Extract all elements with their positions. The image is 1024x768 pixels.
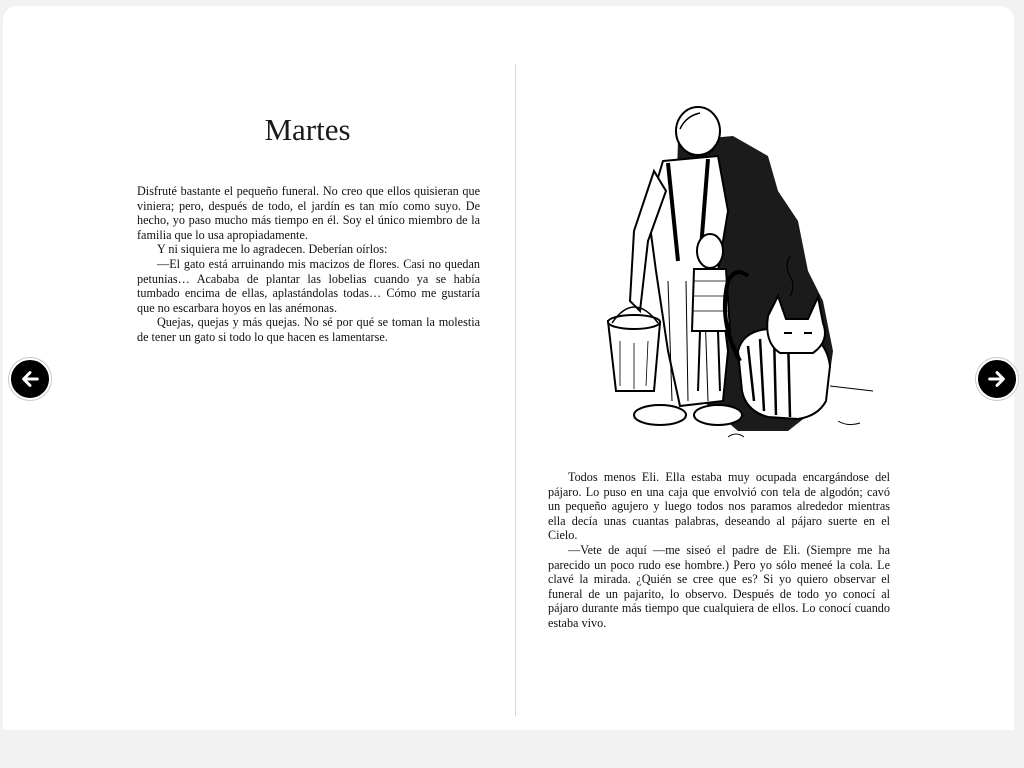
paragraph: —El gato está arruinando mis macizos de flores. Casi no quedan petunias… Acababa de plantar las lobelias cuando ya se había tumbado encima de ellas, aplastándolas todas… Cómo me gustaría que no escarbara hoyos en las anémonas. [137, 256, 480, 315]
paragraph: Disfruté bastante el pequeño funeral. No creo que ellos quisieran que viniera; pero, después de todo, el jardín es tan mío como suyo. De hecho, yo paso mucho más tiempo en él. Soy el único miembro de la familia que lo usa apropiadamente. [137, 184, 480, 242]
left-page-text [137, 184, 480, 345]
right-page-text [548, 470, 890, 631]
paragraph: Y ni siquiera me lo agradecen. Deberían oírlos: [157, 242, 388, 257]
next-page-button[interactable] [976, 358, 1018, 400]
arrow-right-icon [986, 368, 1008, 390]
man-girl-cat-illustration [568, 101, 878, 451]
paragraph: Todos menos Eli. Ella estaba muy ocupada encargándose del pájaro. Lo puso en una caja que envolvió con tela de algodón; cavó un pequeño agujero y luego todos nos paramos alrededor mientras ella decía unas cuantas palabras, deseando al pájaro suerte en el Cielo. [548, 470, 890, 543]
paragraph: Quejas, quejas y más quejas. No sé por qué se toman la molestia de tener un gato si todo lo que hacen es lamentarse. [137, 315, 480, 344]
book-spread [3, 6, 1014, 730]
chapter-title: Martes [264, 112, 351, 147]
left-page [3, 6, 512, 730]
arrow-left-icon [19, 368, 41, 390]
paragraph: —Vete de aquí —me siseó el padre de Eli. (Siempre me ha parecido un poco rudo ese hombre.) Pero yo sólo meneé la cola. Le clavé la mirada. ¿Quién se cree que es? Si yo quiero observar el funeral de un pajarito, lo observo. Después de todo yo conocí al pájaro durante más tiempo que cualquiera de ellos. Lo conocí cuando estaba vivo. [548, 542, 890, 630]
right-page [513, 6, 1014, 730]
previous-page-button[interactable] [9, 358, 51, 400]
